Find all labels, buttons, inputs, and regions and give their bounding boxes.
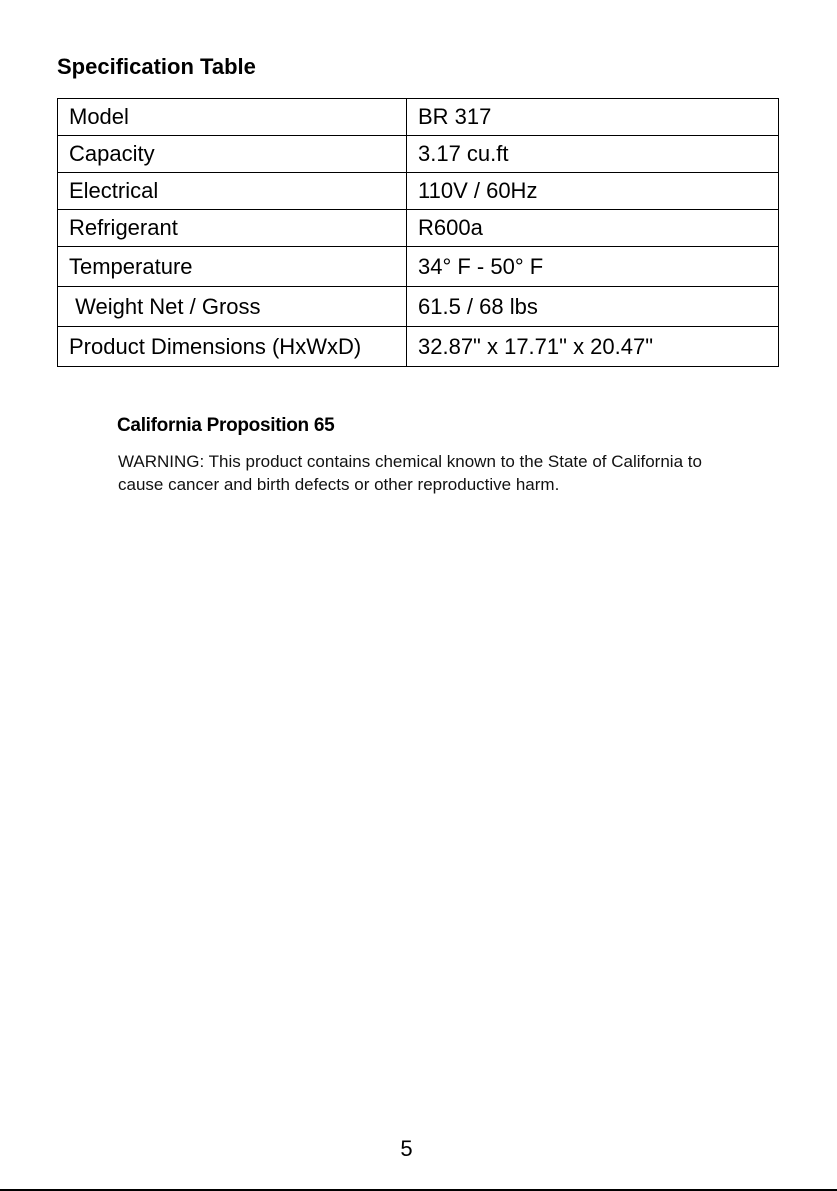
spec-label-dimensions: Product Dimensions (HxWxD) [58, 327, 407, 367]
spec-label-temperature: Temperature [58, 247, 407, 287]
proposition-65-title: California Proposition 65 [117, 415, 335, 436]
spec-value-capacity: 3.17 cu.ft [407, 136, 779, 173]
specification-table [57, 98, 779, 367]
page-title: Specification Table [57, 54, 256, 79]
spec-label-model: Model [58, 99, 407, 136]
spec-value-temperature: 34° F - 50° F [407, 247, 779, 287]
table-row [58, 327, 779, 367]
table-row [58, 99, 779, 136]
spec-value-electrical: 110V / 60Hz [407, 173, 779, 210]
spec-label-weight: Weight Net / Gross [58, 287, 407, 327]
table-row [58, 287, 779, 327]
spec-label-electrical: Electrical [58, 173, 407, 210]
spec-value-refrigerant: R600a [407, 210, 779, 247]
table-row [58, 136, 779, 173]
spec-label-refrigerant: Refrigerant [58, 210, 407, 247]
page-number: 5 [400, 1136, 413, 1161]
spec-value-model: BR 317 [407, 99, 779, 136]
table-row [58, 210, 779, 247]
spec-value-weight: 61.5 / 68 lbs [407, 287, 779, 327]
table-row [58, 173, 779, 210]
spec-value-dimensions: 32.87" x 17.71" x 20.47" [407, 327, 779, 367]
proposition-65-warning: WARNING: This product contains chemical known to the State of California to cause cancer and birth defects or other reproductive harm. [118, 452, 702, 494]
table-row [58, 247, 779, 287]
spec-label-capacity: Capacity [58, 136, 407, 173]
